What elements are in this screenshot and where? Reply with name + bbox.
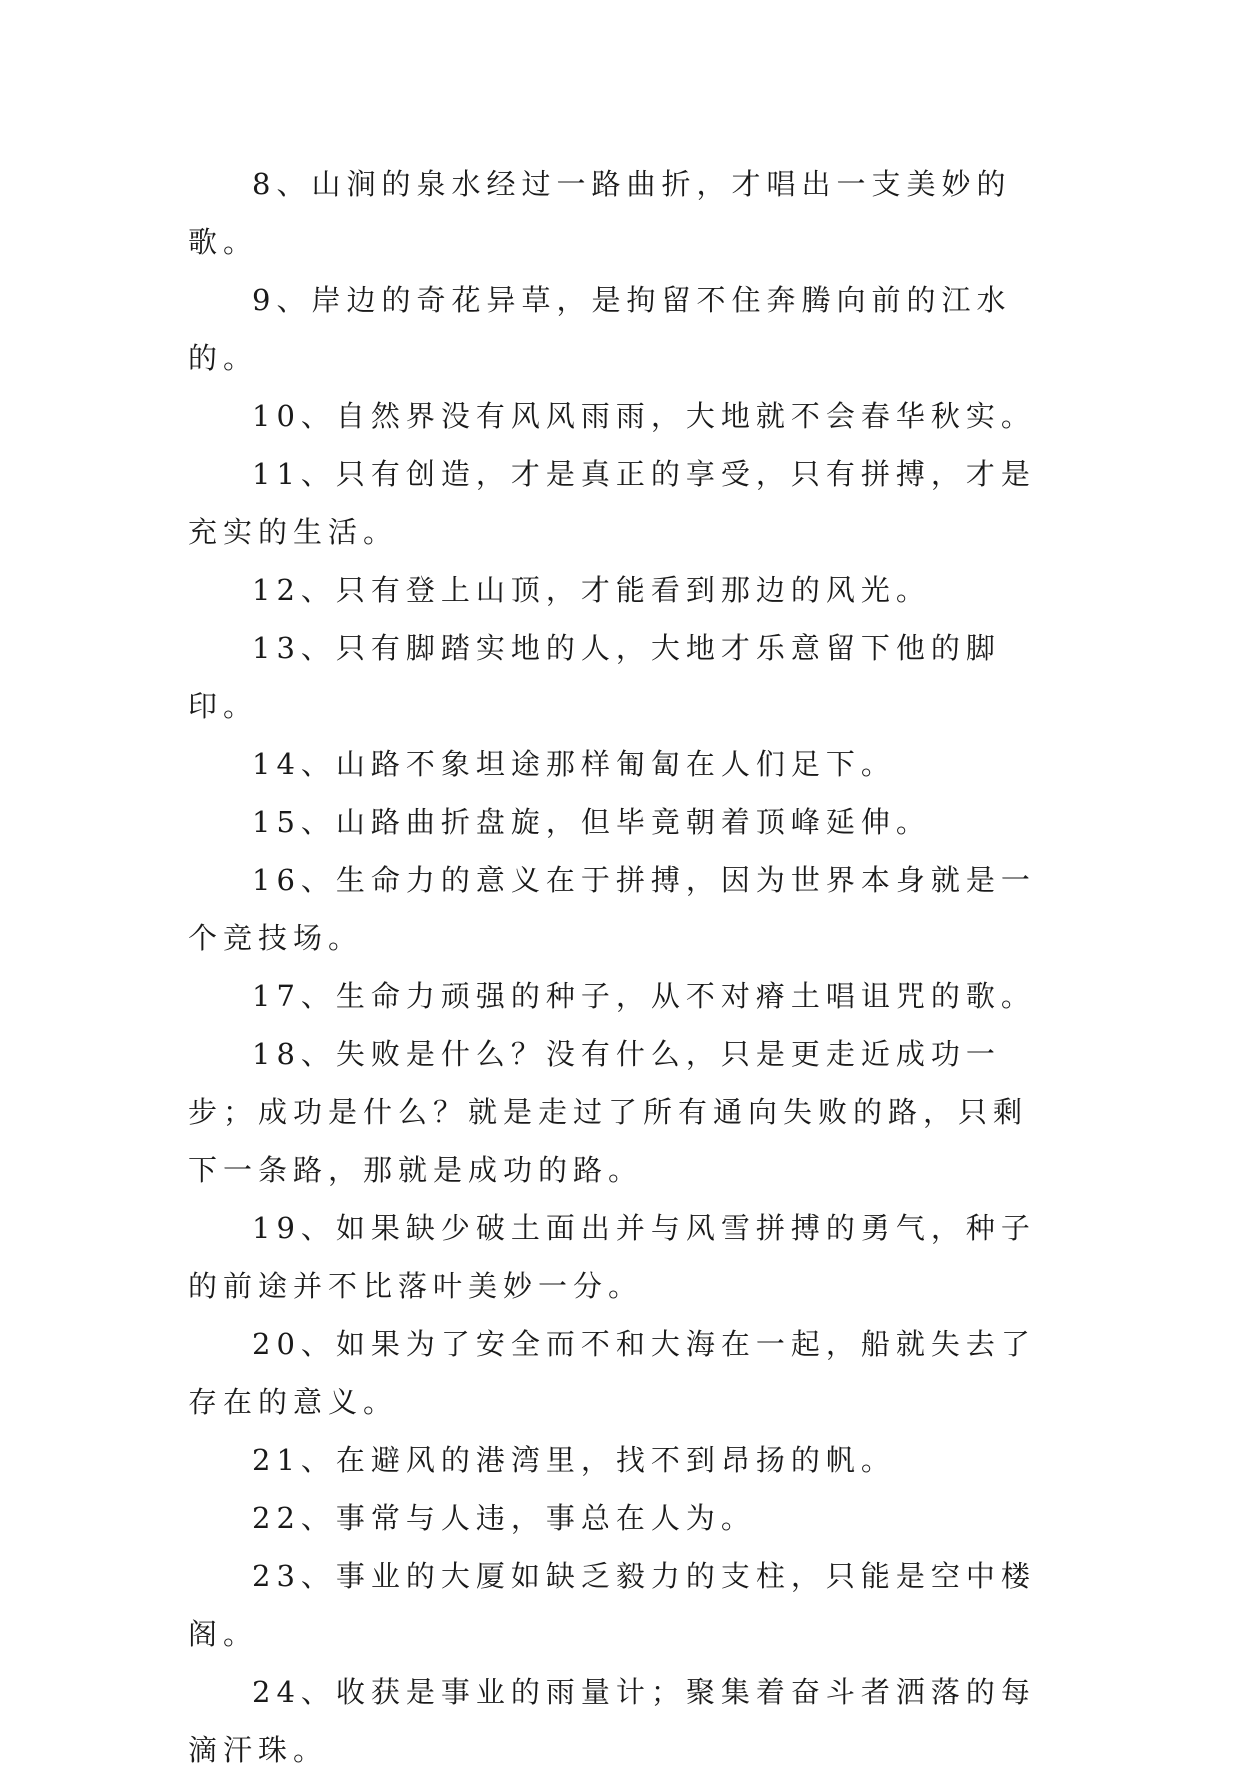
paragraph-18: 18、失败是什么？没有什么，只是更走近成功一步；成功是什么？就是走过了所有通向失败的路，只剩下一条路，那就是成功的路。 xyxy=(188,1037,1029,1187)
paragraph-12: 12、只有登上山顶，才能看到那边的风光。 xyxy=(252,573,931,607)
paragraph-11: 11、只有创造，才是真正的享受，只有拼搏，才是充实的生活。 xyxy=(188,457,1036,549)
paragraph-9: 9、岸边的奇花异草，是拘留不住奔腾向前的江水的。 xyxy=(188,283,1012,375)
paragraph-15: 15、山路曲折盘旋，但毕竟朝着顶峰延伸。 xyxy=(252,805,931,839)
paragraph-13: 13、只有脚踏实地的人，大地才乐意留下他的脚印。 xyxy=(188,631,1001,723)
paragraph-17: 17、生命力顽强的种子，从不对瘠土唱诅咒的歌。 xyxy=(252,979,1036,1013)
paragraph-20: 20、如果为了安全而不和大海在一起，船就失去了存在的意义。 xyxy=(188,1327,1036,1419)
paragraph-16: 16、生命力的意义在于拼搏，因为世界本身就是一个竞技场。 xyxy=(188,863,1036,955)
paragraph-19: 19、如果缺少破土面出并与风雪拼搏的勇气，种子的前途并不比落叶美妙一分。 xyxy=(188,1211,1036,1303)
paragraph-10: 10、自然界没有风风雨雨，大地就不会春华秋实。 xyxy=(252,399,1036,433)
paragraph-24: 24、收获是事业的雨量计；聚集着奋斗者洒落的每滴汗珠。 xyxy=(188,1675,1036,1767)
paragraph-8: 8、山涧的泉水经过一路曲折，才唱出一支美妙的歌。 xyxy=(188,167,1012,259)
paragraph-21: 21、在避风的港湾里，找不到昂扬的帆。 xyxy=(252,1443,896,1477)
paragraph-23: 23、事业的大厦如缺乏毅力的支柱，只能是空中楼阁。 xyxy=(188,1559,1036,1651)
paragraph-22: 22、事常与人违，事总在人为。 xyxy=(252,1501,756,1535)
paragraph-14: 14、山路不象坦途那样匍匐在人们足下。 xyxy=(252,747,896,781)
document-body xyxy=(188,155,1056,1779)
